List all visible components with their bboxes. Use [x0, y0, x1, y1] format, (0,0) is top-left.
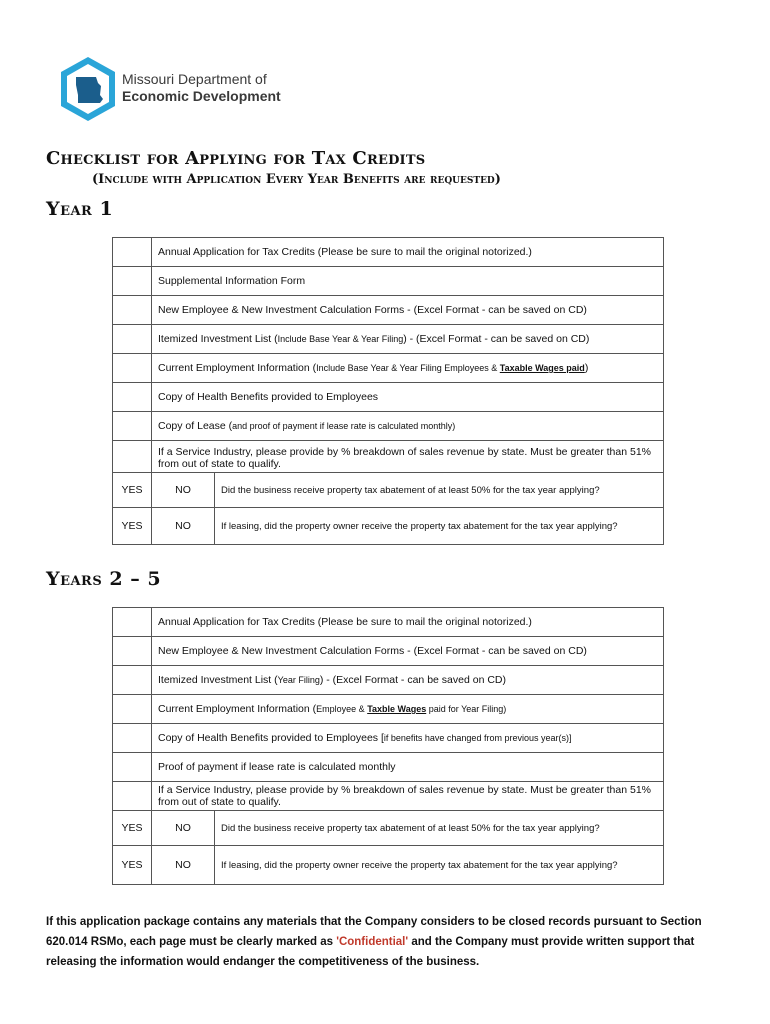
checkbox[interactable]	[113, 296, 152, 325]
checkbox[interactable]	[113, 782, 152, 811]
org-name-line2: Economic Development	[122, 88, 281, 104]
checkbox[interactable]	[113, 608, 152, 637]
yes-option[interactable]: YES	[113, 508, 152, 545]
no-option[interactable]: NO	[152, 846, 215, 885]
years2-5-checklist	[112, 607, 664, 885]
checkbox[interactable]	[113, 637, 152, 666]
question-text: Did the business receive property tax abatement of at least 50% for the tax year applying?	[215, 811, 664, 846]
checkbox[interactable]	[113, 238, 152, 267]
confidentiality-note: If this application package contains any materials that the Company considers to be closed records pursuant to Section 620.014 RSMo, each page must be clearly marked as 'Confidential' and the Company must provide written support that releasing the information would endanger the competitiveness of the business.	[46, 916, 702, 968]
checklist-item: Itemized Investment List (Include Base Year & Year Filing) - (Excel Format - can be saved on CD)	[152, 325, 664, 354]
year1-checklist	[112, 237, 664, 545]
checkbox[interactable]	[113, 383, 152, 412]
question-text: Did the business receive property tax abatement of at least 50% for the tax year applying?	[215, 473, 664, 508]
yes-option[interactable]: YES	[113, 811, 152, 846]
checkbox[interactable]	[113, 753, 152, 782]
checklist-item: Copy of Lease (and proof of payment if lease rate is calculated monthly)	[152, 412, 664, 441]
dept-logo	[58, 55, 288, 125]
checklist-item: Current Employment Information (Employee & Taxble Wages paid for Year Filing)	[152, 695, 664, 724]
checkbox[interactable]	[113, 412, 152, 441]
page-title: Checklist for Applying for Tax Credits	[46, 148, 426, 169]
checkbox[interactable]	[113, 695, 152, 724]
checkbox[interactable]	[113, 666, 152, 695]
checklist-item: New Employee & New Investment Calculation Forms - (Excel Format - can be saved on CD)	[152, 296, 664, 325]
checkbox[interactable]	[113, 354, 152, 383]
checkbox[interactable]	[113, 724, 152, 753]
checklist-item: If a Service Industry, please provide by % breakdown of sales revenue by state. Must be greater than 51% from out of state to qualify.	[152, 441, 664, 473]
years2-5-heading: Years 2 – 5	[46, 568, 162, 590]
checkbox[interactable]	[113, 441, 152, 473]
no-option[interactable]: NO	[152, 473, 215, 508]
checkbox[interactable]	[113, 267, 152, 296]
org-name-line1: Missouri Department of	[122, 71, 267, 87]
question-text: If leasing, did the property owner receive the property tax abatement for the tax year applying?	[215, 508, 664, 545]
yes-option[interactable]: YES	[113, 473, 152, 508]
checklist-item: Annual Application for Tax Credits (Please be sure to mail the original notorized.)	[152, 608, 664, 637]
checklist-item: Annual Application for Tax Credits (Please be sure to mail the original notorized.)	[152, 238, 664, 267]
no-option[interactable]: NO	[152, 811, 215, 846]
checklist-item: Proof of payment if lease rate is calculated monthly	[152, 753, 664, 782]
year1-heading: Year 1	[46, 198, 114, 220]
checklist-item: Copy of Health Benefits provided to Employees [if benefits have changed from previous year(s)]	[152, 724, 664, 753]
question-text: If leasing, did the property owner receive the property tax abatement for the tax year applying?	[215, 846, 664, 885]
checklist-item: Current Employment Information (Include Base Year & Year Filing Employees & Taxable Wages paid)	[152, 354, 664, 383]
missouri-hexagon-icon	[58, 55, 118, 123]
checklist-item: Itemized Investment List (Year Filing) - (Excel Format - can be saved on CD)	[152, 666, 664, 695]
confidential-label: 'Confidential'	[336, 936, 409, 948]
checklist-item: If a Service Industry, please provide by % breakdown of sales revenue by state. Must be greater than 51% from out of state to qualify.	[152, 782, 664, 811]
checkbox[interactable]	[113, 325, 152, 354]
page-subtitle: (Include with Application Every Year Benefits are requested)	[92, 172, 501, 187]
yes-option[interactable]: YES	[113, 846, 152, 885]
no-option[interactable]: NO	[152, 508, 215, 545]
checklist-item: Supplemental Information Form	[152, 267, 664, 296]
checklist-item: New Employee & New Investment Calculation Forms - (Excel Format - can be saved on CD)	[152, 637, 664, 666]
checklist-item: Copy of Health Benefits provided to Employees	[152, 383, 664, 412]
